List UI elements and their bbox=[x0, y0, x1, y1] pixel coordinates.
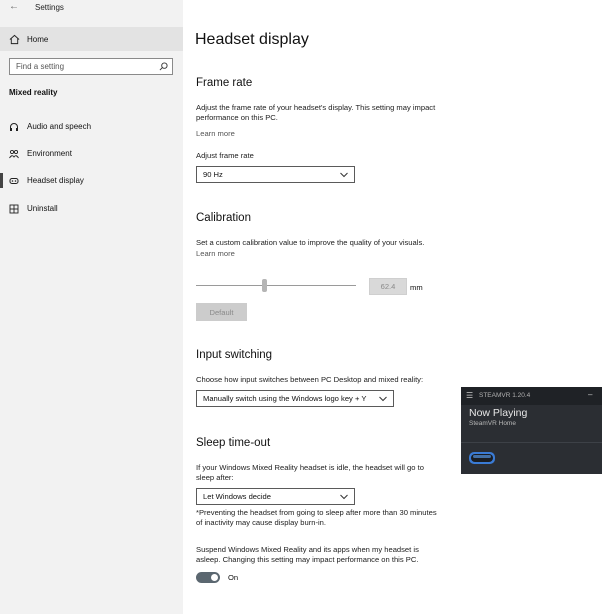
steamvr-title: STEAMVR 1.20.4 bbox=[479, 392, 531, 399]
headset-icon bbox=[9, 176, 19, 186]
search-placeholder: Find a setting bbox=[16, 62, 65, 71]
sidebar bbox=[0, 0, 183, 614]
frame-rate-dropdown[interactable] bbox=[196, 166, 355, 183]
sidebar-item-label: Uninstall bbox=[27, 204, 58, 213]
calibration-description: Set a custom calibration value to improve the quality of your visuals. bbox=[196, 238, 425, 247]
minimize-button[interactable]: – bbox=[588, 390, 593, 399]
sidebar-item-label: Audio and speech bbox=[27, 122, 92, 131]
sidebar-item-home[interactable] bbox=[0, 27, 183, 51]
calibration-unit: mm bbox=[410, 283, 423, 292]
sidebar-item-uninstall[interactable] bbox=[0, 198, 183, 220]
frame-rate-dropdown-label: Adjust frame rate bbox=[196, 151, 254, 160]
sidebar-item-label: Headset display bbox=[27, 176, 84, 185]
calibration-value: 62.4 bbox=[380, 282, 396, 291]
chevron-down-icon bbox=[340, 494, 348, 500]
input-switching-dropdown-value: Manually switch using the Windows logo key + Y bbox=[203, 394, 367, 403]
search-icon[interactable] bbox=[159, 62, 168, 71]
sleep-note-line1: *Preventing the headset from going to sleep after more than 30 minutes bbox=[196, 508, 437, 517]
sidebar-item-label: Home bbox=[27, 35, 49, 44]
chevron-down-icon bbox=[379, 396, 387, 402]
sleep-timeout-heading: Sleep time-out bbox=[196, 437, 271, 449]
frame-rate-dropdown-value: 90 Hz bbox=[203, 170, 223, 179]
now-playing-label: Now Playing bbox=[469, 407, 528, 419]
calibration-slider-track[interactable] bbox=[196, 285, 356, 286]
calibration-learn-more-link[interactable]: Learn more bbox=[196, 249, 235, 258]
sleep-timeout-dropdown-value: Let Windows decide bbox=[203, 492, 271, 501]
search-input[interactable] bbox=[9, 58, 173, 75]
steamvr-header bbox=[461, 387, 602, 405]
suspend-toggle[interactable] bbox=[196, 572, 220, 583]
home-icon bbox=[9, 34, 20, 45]
sidebar-item-environment[interactable] bbox=[0, 143, 183, 165]
calibration-value-field[interactable] bbox=[369, 278, 407, 295]
steamvr-app-name: SteamVR Home bbox=[469, 420, 516, 427]
input-switching-dropdown[interactable] bbox=[196, 390, 394, 407]
uninstall-icon bbox=[9, 204, 19, 214]
frame-rate-heading: Frame rate bbox=[196, 77, 253, 89]
sidebar-item-audio[interactable] bbox=[0, 116, 183, 138]
divider bbox=[461, 442, 602, 443]
default-button[interactable] bbox=[196, 303, 247, 321]
section-title: Mixed reality bbox=[9, 88, 58, 97]
sleep-description-line1: If your Windows Mixed Reality headset is idle, the headset will go to bbox=[196, 463, 424, 472]
page-title: Headset display bbox=[195, 31, 309, 48]
steamvr-window[interactable] bbox=[461, 387, 602, 474]
frame-rate-learn-more-link[interactable]: Learn more bbox=[196, 129, 235, 138]
input-switching-heading: Input switching bbox=[196, 349, 273, 361]
sidebar-item-headset-display[interactable] bbox=[0, 170, 183, 192]
suspend-toggle-state: On bbox=[228, 573, 239, 582]
vr-headset-icon[interactable] bbox=[468, 450, 496, 466]
sidebar-item-label: Environment bbox=[27, 149, 72, 158]
menu-icon[interactable]: ☰ bbox=[466, 391, 474, 400]
sleep-description-line2: sleep after: bbox=[196, 473, 234, 482]
input-switching-description: Choose how input switches between PC Desktop and mixed reality: bbox=[196, 375, 424, 384]
sleep-note-line2: of inactivity may cause display burn-in. bbox=[196, 518, 326, 527]
frame-rate-description-line2: performance on this PC. bbox=[196, 113, 278, 122]
frame-rate-description-line1: Adjust the frame rate of your headset's display. This setting may impact bbox=[196, 103, 436, 112]
calibration-slider-thumb[interactable] bbox=[262, 279, 267, 292]
suspend-description-line2: asleep. Changing this setting may impact performance on this PC. bbox=[196, 555, 419, 564]
window-title: Settings bbox=[35, 3, 64, 12]
back-arrow-icon[interactable]: ← bbox=[9, 1, 19, 12]
environment-icon bbox=[9, 149, 19, 159]
chevron-down-icon bbox=[340, 172, 348, 178]
calibration-heading: Calibration bbox=[196, 212, 251, 224]
main-content bbox=[183, 0, 602, 614]
headphones-icon bbox=[9, 122, 19, 132]
title-bar bbox=[0, 0, 183, 18]
sleep-timeout-dropdown[interactable] bbox=[196, 488, 355, 505]
suspend-description-line1: Suspend Windows Mixed Reality and its apps when my headset is bbox=[196, 545, 419, 554]
default-button-label: Default bbox=[209, 308, 234, 317]
